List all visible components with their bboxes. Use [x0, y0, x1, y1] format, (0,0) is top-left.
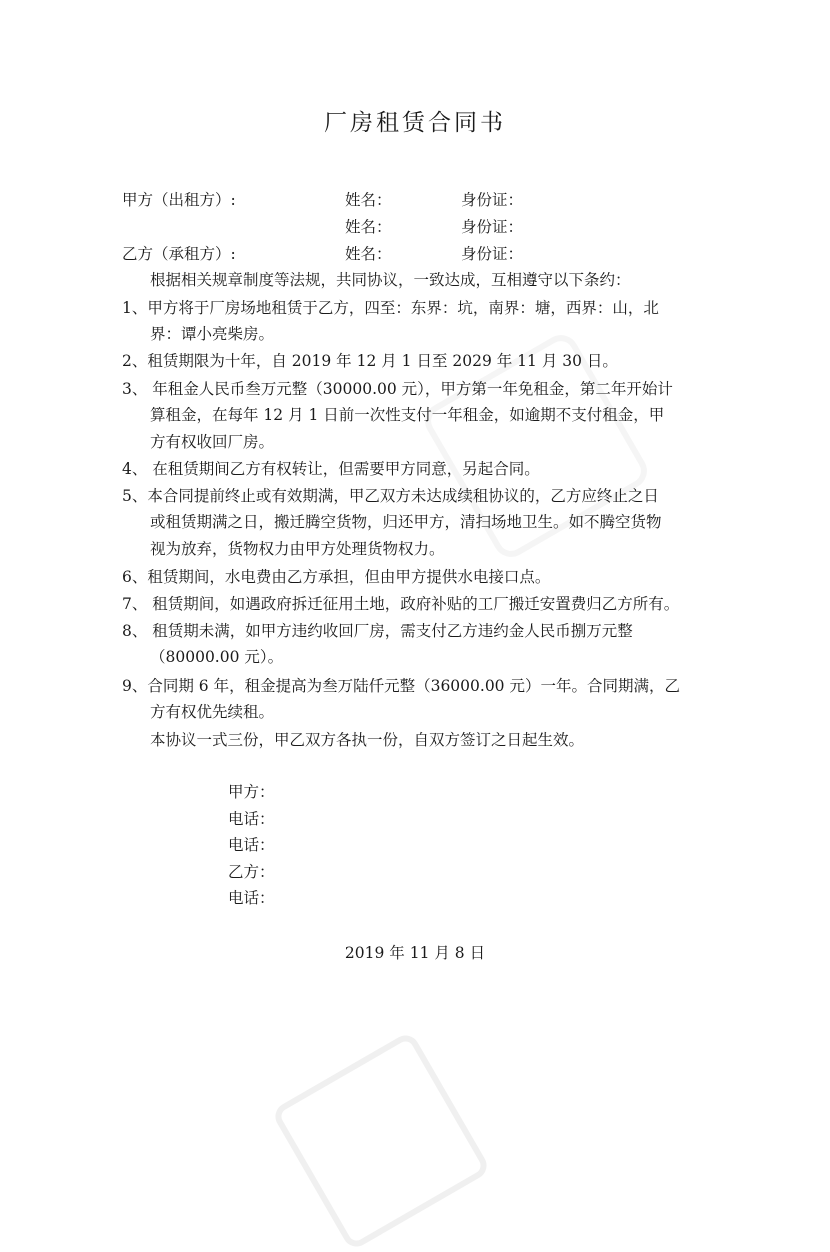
party-a-name-label: 姓名： — [345, 191, 392, 209]
clause-line: 4、 在租赁期间乙方有权转让，但需要甲方同意，另起合同。 — [122, 460, 540, 478]
clause-line: 算租金，在每年 12 月 1 日前一次性支付一年租金，如逾期不支付租金，甲 — [150, 406, 665, 424]
clause-line: 9、合同期 6 年，租金提高为叁万陆仟元整（36000.00 元）一年。合同期满，乙 — [122, 677, 680, 695]
closing-text: 本协议一式三份，甲乙双方各执一份，自双方签订之日起生效。 — [150, 731, 585, 749]
party-b-id-label: 身份证： — [461, 245, 524, 263]
clause-line: 界：谭小亮柴房。 — [150, 325, 275, 343]
signature-phone-1: 电话： — [228, 810, 275, 828]
clause-line: 或租赁期满之日，搬迁腾空货物，归还甲方，清扫场地卫生。如不腾空货物 — [150, 513, 662, 531]
signature-phone-3: 电话： — [228, 889, 275, 907]
signature-party-a: 甲方： — [228, 783, 275, 801]
party-b-label: 乙方（承租方）: — [122, 245, 236, 263]
document-title: 厂房租赁合同书 — [324, 110, 506, 136]
clause-line: 方有权收回厂房。 — [150, 433, 275, 451]
clause-line: 3、 年租金人民币叁万元整（30000.00 元），甲方第一年免租金，第二年开始计 — [122, 380, 673, 398]
party-b-name-label: 姓名： — [345, 245, 392, 263]
clause-line: 视为放弃，货物权力由甲方处理货物权力。 — [150, 540, 445, 558]
party-a2-name-label: 姓名： — [345, 218, 392, 236]
clause-line: 1、甲方将于厂房场地租赁于乙方，四至：东界：坑，南界：塘，西界：山，北 — [122, 299, 659, 317]
clause-line: 8、 租赁期未满，如甲方违约收回厂房，需支付乙方违约金人民币捌万元整 — [122, 622, 633, 640]
watermark-mark-bottom — [270, 1030, 491, 1251]
party-a-label: 甲方（出租方）: — [122, 191, 236, 209]
clause-line: （80000.00 元）。 — [150, 648, 284, 666]
clause-line: 7、 租赁期间，如遇政府拆迁征用土地，政府补贴的工厂搬迁安置费归乙方所有。 — [122, 595, 680, 613]
party-a-id-label: 身份证： — [461, 191, 524, 209]
clause-line: 5、本合同提前终止或有效期满，甲乙双方未达成续租协议的，乙方应终止之日 — [122, 487, 659, 505]
signature-phone-2: 电话： — [228, 836, 275, 854]
intro-text: 根据相关规章制度等法规，共同协议，一致达成，互相遵守以下条约： — [150, 271, 631, 289]
clause-line: 2、租赁期限为十年，自 2019 年 12 月 1 日至 2029 年 11 月 30 日。 — [122, 352, 618, 370]
signature-party-b: 乙方： — [228, 863, 275, 881]
clause-line: 6、租赁期间，水电费由乙方承担，但由甲方提供水电接口点。 — [122, 568, 551, 586]
contract-date: 2019 年 11 月 8 日 — [344, 944, 486, 962]
clause-line: 方有权优先续租。 — [150, 703, 275, 721]
party-a2-id-label: 身份证： — [461, 218, 524, 236]
